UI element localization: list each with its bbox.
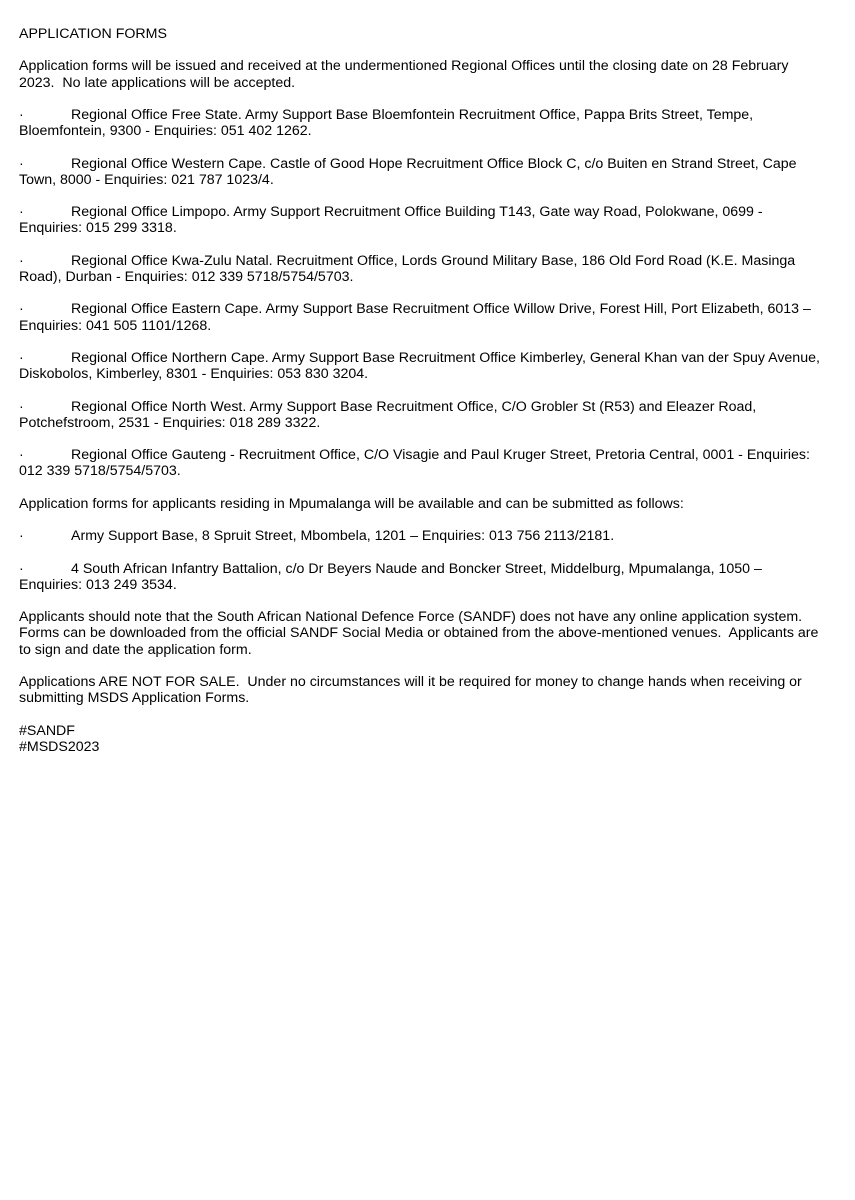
office-north-west: Regional Office North West. Army Support Base Recruitment Office, C/O Grobler St (R53) and Eleazer Road, Potchefstroom, 2531 - Enquiries: 018 289 3322. <box>19 398 757 431</box>
bullet-icon: · <box>19 349 24 366</box>
list-item <box>19 399 827 431</box>
intro-paragraph: Application forms will be issued and received at the undermentioned Regional Offices until the closing date on 28 February 2023. No late applications will be accepted. <box>19 58 793 91</box>
online-note-paragraph: Applicants should note that the South African National Defence Force (SANDF) does not have any online application system. Forms can be downloaded from the official SANDF Social Media or obtained from the above-mentioned venues. Applicants are to sign and date the application form. <box>19 609 823 658</box>
list-item <box>19 528 827 544</box>
bullet-icon: · <box>19 204 24 221</box>
list-item <box>19 107 827 139</box>
bullet-icon: · <box>19 155 24 172</box>
office-gauteng: Regional Office Gauteng - Recruitment Office, C/O Visagie and Paul Kruger Street, Pretoria Central, 0001 - Enquiries: 012 339 5718/5754/5703. <box>19 447 810 480</box>
bullet-icon: · <box>19 106 24 123</box>
bullet-icon: · <box>19 560 24 577</box>
bullet-icon: · <box>19 447 24 464</box>
bullet-icon: · <box>19 528 24 545</box>
office-middelburg: 4 South African Infantry Battalion, c/o Dr Beyers Naude and Boncker Street, Middelburg, Mpumalanga, 1050 – Enquiries: 013 249 3534. <box>19 560 762 593</box>
office-limpopo: Regional Office Limpopo. Army Support Recruitment Office Building T143, Gate way Road, Polokwane, 0699 - Enquiries: 015 299 3318. <box>19 204 763 237</box>
office-western-cape: Regional Office Western Cape. Castle of Good Hope Recruitment Office Block C, c/o Buiten en Strand Street, Cape Town, 8000 - Enquiries: 021 787 1023/4. <box>19 155 797 188</box>
list-item <box>19 350 827 382</box>
regional-offices-list <box>19 107 827 480</box>
office-kwazulu-natal: Regional Office Kwa-Zulu Natal. Recruitment Office, Lords Ground Military Base, 186 Old Ford Road (K.E. Masinga Road), Durban - Enquiries: 012 339 5718/5754/5703. <box>19 252 796 285</box>
office-mbombela: Army Support Base, 8 Spruit Street, Mbombela, 1201 – Enquiries: 013 756 2113/2181. <box>71 528 615 545</box>
not-for-sale-paragraph: Applications ARE NOT FOR SALE. Under no circumstances will it be required for money to change hands when receiving or submitting MSDS Application Forms. <box>19 673 806 707</box>
hashtag-msds2023: #MSDS2023 <box>19 738 100 755</box>
mpumalanga-intro: Application forms for applicants residing in Mpumalanga will be available and can be submitted as follows: <box>19 495 684 512</box>
list-item <box>19 561 827 593</box>
list-item <box>19 301 827 333</box>
office-eastern-cape: Regional Office Eastern Cape. Army Support Base Recruitment Office Willow Drive, Forest Hill, Port Elizabeth, 6013 – Enquiries: 041 505 1101/1268. <box>19 301 811 334</box>
hashtags <box>19 723 827 755</box>
office-northern-cape: Regional Office Northern Cape. Army Support Base Recruitment Office Kimberley, General Khan van der Spuy Avenue, Diskobolos, Kimberley, 8301 - Enquiries: 053 830 3204. <box>19 349 820 383</box>
mpumalanga-offices-list <box>19 528 827 593</box>
hashtag-sandf: #SANDF <box>19 722 75 739</box>
list-item <box>19 204 827 236</box>
list-item <box>19 156 827 188</box>
bullet-icon: · <box>19 252 24 269</box>
bullet-icon: · <box>19 301 24 318</box>
list-item <box>19 447 827 479</box>
office-free-state: Regional Office Free State. Army Support Base Bloemfontein Recruitment Office, Pappa Brits Street, Tempe, Bloemfontein, 9300 - Enquiries: 051 402 1262. <box>19 106 754 140</box>
list-item <box>19 253 827 285</box>
document-title: APPLICATION FORMS <box>19 26 167 42</box>
bullet-icon: · <box>19 398 24 415</box>
document-page <box>19 26 827 755</box>
